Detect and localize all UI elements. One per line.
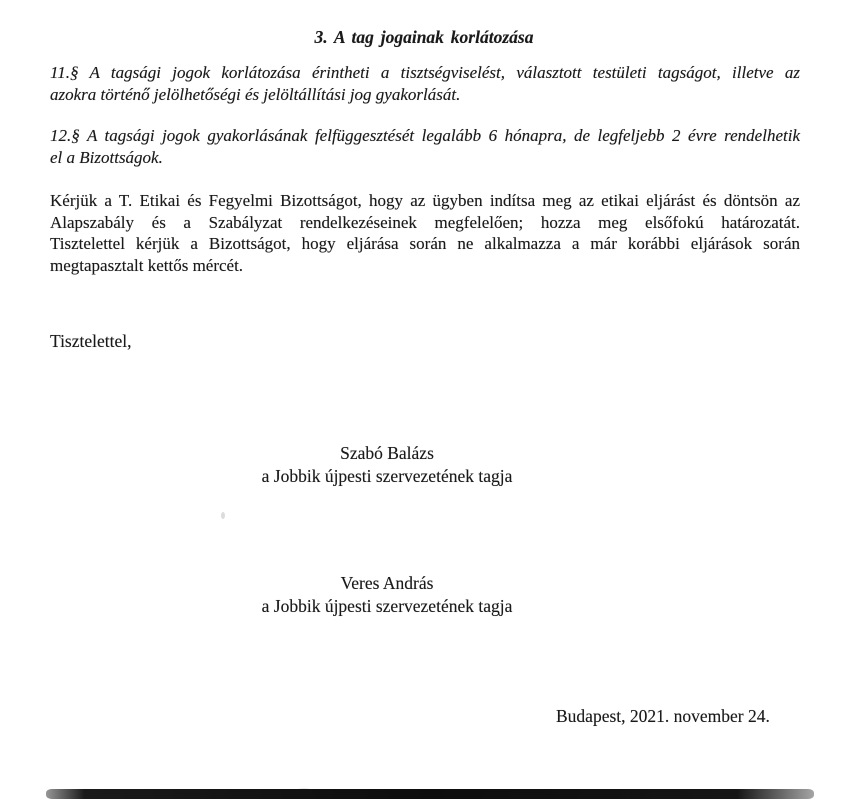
text-line: 12.§ A tagsági jogok gyakorlásának felfüggesztését legalább 6 hónapra, de legfeljebb 2 évre rendelhetik [50, 126, 800, 145]
paragraph-11 [50, 62, 800, 105]
text-line: Tisztelettel kérjük a Bizottságot, hogy eljárása során ne alkalmazza a már korábbi eljárások során [50, 234, 800, 253]
text-line: Alapszabály és a Szabályzat rendelkezéseinek megfelelően; hozza meg elsőfokú határozatát. [50, 212, 800, 232]
dateline: Budapest, 2021. november 24. [556, 706, 770, 726]
closing-salutation: Tisztelettel, [50, 331, 132, 351]
text-line: Kérjük a T. Etikai és Fegyelmi Bizottságot, hogy az ügyben indítsa meg az etikai eljárást és döntsön az [50, 191, 800, 210]
signature-block-2 [50, 572, 724, 618]
signer-name: Veres András [340, 573, 434, 593]
section-title: 3. A tag jogainak korlátozása [314, 27, 534, 47]
text-line: el a Bizottságok. [50, 147, 163, 167]
signature-block-1 [50, 442, 724, 488]
signer-role: a Jobbik újpesti szervezetének tagja [261, 596, 513, 616]
signer-name: Szabó Balázs [340, 443, 434, 463]
paragraph-12 [50, 125, 800, 168]
scan-edge-artifact [46, 789, 814, 799]
scan-smudge [221, 512, 225, 519]
request-paragraph [50, 190, 800, 276]
text-line: azokra történő jelölhetőségi és jelöltállítási jog gyakorlását. [50, 84, 461, 104]
text-line: megtapasztalt kettős mércét. [50, 255, 244, 275]
text-line: 11.§ A tagsági jogok korlátozása érintheti a tisztségviselést, választott testületi tagságot, illetve az [50, 63, 800, 82]
signer-role: a Jobbik újpesti szervezetének tagja [261, 466, 513, 486]
